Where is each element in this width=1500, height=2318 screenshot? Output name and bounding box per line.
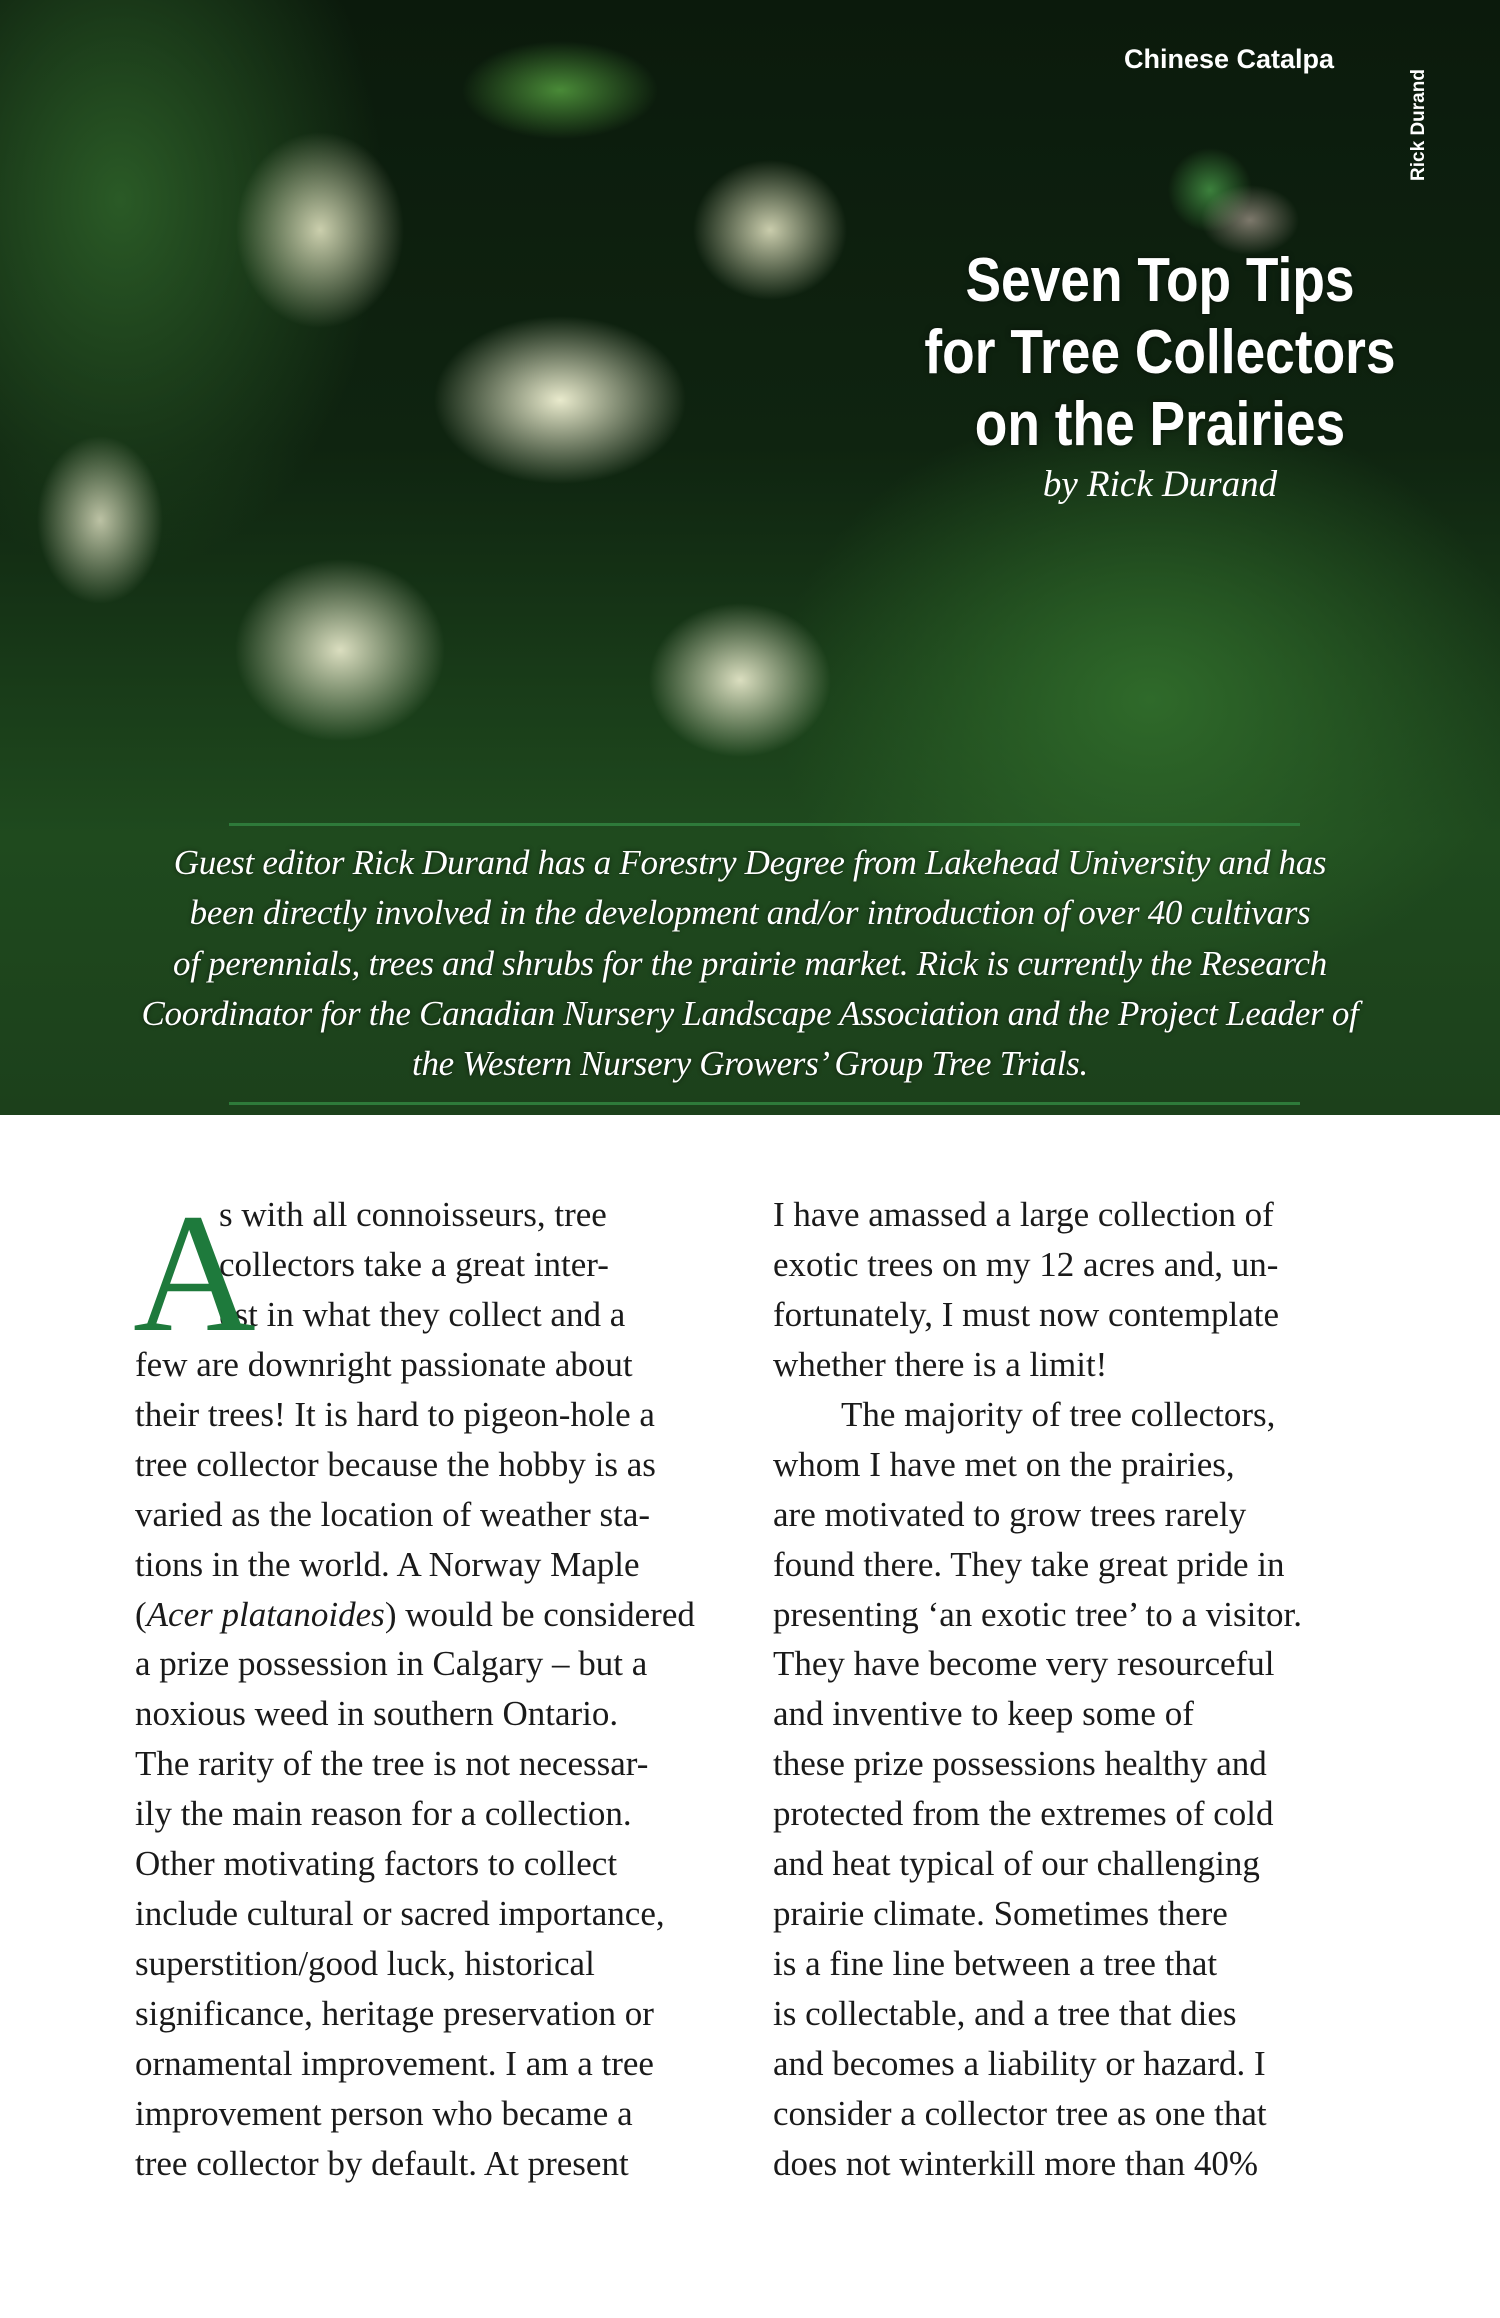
text-line: does not winterkill more than 40% — [773, 2143, 1259, 2183]
text-line: tree collector by default. At present — [135, 2143, 629, 2183]
text-line: whether there is a limit! — [773, 1344, 1108, 1384]
title-line: on the Prairies — [974, 390, 1346, 459]
text-line: noxious weed in southern Ontario. — [135, 1694, 619, 1734]
caption-line: been directly involved in the development and/or introduction of over 40 cultivars — [189, 893, 1311, 933]
text-line: fortunately, I must now contemplate — [773, 1294, 1280, 1334]
text-line: exotic trees on my 12 acres and, un- — [773, 1244, 1279, 1284]
text-line: prairie climate. Sometimes there — [773, 1894, 1228, 1934]
text-line: is collectable, and a tree that dies — [773, 1994, 1237, 2033]
caption-line: of perennials, trees and shrubs for the prairie market. Rick is currently the Research — [173, 943, 1327, 983]
text-line: is a fine line between a tree that — [773, 1944, 1218, 1984]
drop-cap: A — [133, 1179, 256, 1367]
text-line: est in what they collect and a — [219, 1294, 626, 1334]
text-line: found there. They take great pride in — [773, 1544, 1285, 1584]
text-line: The majority of tree collectors, — [841, 1394, 1276, 1434]
text-line: these prize possessions healthy and — [773, 1744, 1267, 1784]
text-line: consider a collector tree as one that — [773, 2093, 1267, 2133]
text-line: ily the main reason for a collection. — [135, 1794, 632, 1834]
text-segment: ( — [135, 1594, 147, 1634]
text-line: and becomes a liability or hazard. I — [773, 2043, 1266, 2083]
photo-caption-tag: Chinese Catalpa — [1123, 44, 1335, 74]
article-column-right — [773, 1190, 1373, 2189]
photo-credit-text: Rick Durand — [1408, 68, 1429, 181]
text-line: their trees! It is hard to pigeon-hole a — [135, 1394, 655, 1434]
text-line: tions in the world. A Norway Maple — [135, 1544, 640, 1584]
species-name: Acer platanoides — [146, 1594, 385, 1634]
text-segment: ) would be considered — [384, 1594, 695, 1634]
text-line: superstition/good luck, historical — [135, 1944, 595, 1984]
text-line: few are downright passionate about — [135, 1344, 633, 1384]
byline: by Rick Durand — [1042, 464, 1278, 505]
title-line: for Tree Collectors — [924, 318, 1396, 387]
text-line: I have amassed a large collection of — [773, 1195, 1274, 1234]
text-line: presenting ‘an exotic tree’ to a visitor. — [773, 1594, 1303, 1634]
text-line: protected from the extremes of cold — [773, 1794, 1274, 1834]
caption-top-rule — [229, 823, 1300, 826]
text-line: s with all connoisseurs, tree — [219, 1195, 607, 1234]
caption-bottom-rule — [229, 1102, 1300, 1105]
text-line: and heat typical of our challenging — [773, 1844, 1260, 1884]
article-title — [902, 245, 1418, 461]
text-line: ornamental improvement. I am a tree — [135, 2043, 654, 2083]
text-line: whom I have met on the prairies, — [773, 1444, 1235, 1484]
text-line: varied as the location of weather sta- — [135, 1494, 651, 1534]
caption-line: Coordinator for the Canadian Nursery Landscape Association and the Project Leader of — [141, 993, 1359, 1033]
text-line — [135, 1590, 735, 1640]
header-photo-catalpa-flowers — [0, 0, 1500, 1115]
article-column-left — [133, 1179, 735, 2189]
text-line: significance, heritage preservation or — [135, 1994, 654, 2033]
text-line: The rarity of the tree is not necessar- — [135, 1744, 649, 1784]
text-line: include cultural or sacred importance, — [135, 1894, 665, 1934]
text-line: collectors take a great inter- — [219, 1244, 609, 1284]
text-line: a prize possession in Calgary – but a — [135, 1644, 648, 1684]
text-line: are motivated to grow trees rarely — [773, 1494, 1247, 1534]
text-line: They have become very resourceful — [773, 1644, 1275, 1684]
author-bio-caption — [40, 838, 1460, 1089]
photo-credit — [1404, 62, 1434, 187]
text-line: Other motivating factors to collect — [135, 1844, 618, 1884]
text-line: tree collector because the hobby is as — [135, 1444, 656, 1484]
caption-line: Guest editor Rick Durand has a Forestry Degree from Lakehead University and has — [173, 843, 1327, 882]
caption-line: the Western Nursery Growers’ Group Tree Trials. — [412, 1044, 1088, 1084]
text-line: improvement person who became a — [135, 2093, 633, 2133]
title-line: Seven Top Tips — [965, 246, 1355, 315]
text-line: and inventive to keep some of — [773, 1694, 1194, 1734]
